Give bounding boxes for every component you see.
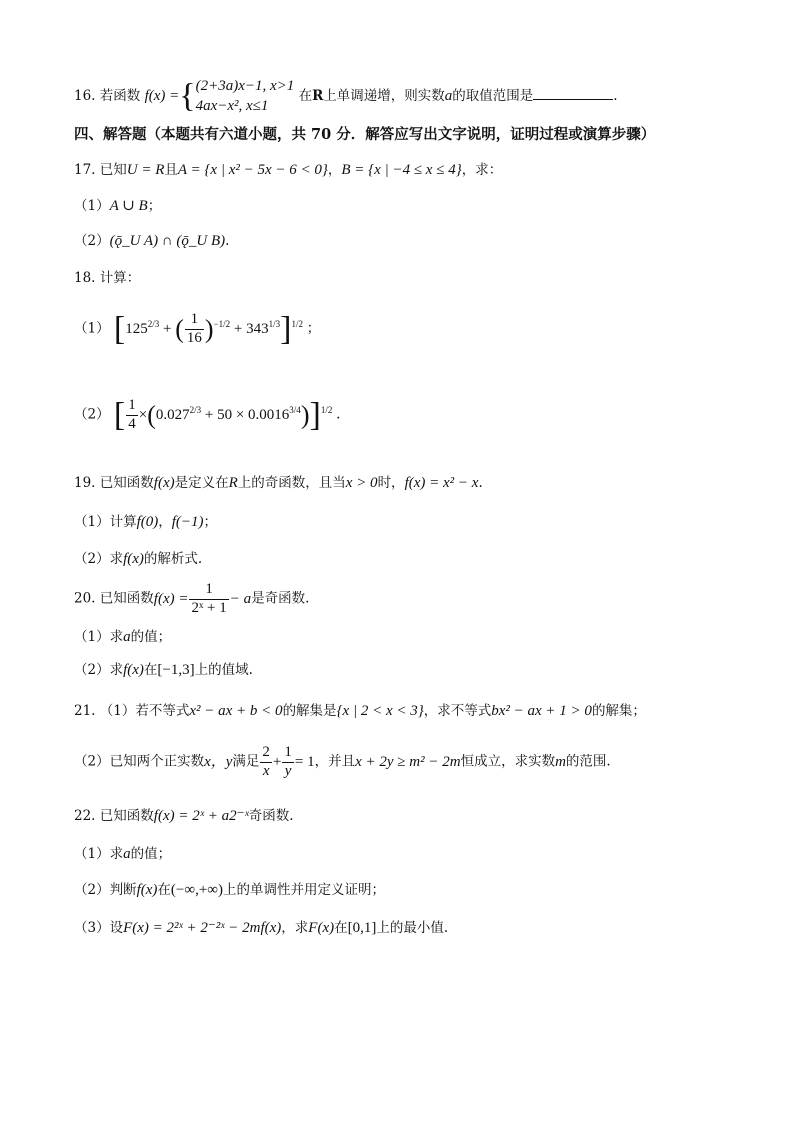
question-18: 18. 计算： [74, 270, 141, 286]
question-20-part-2: （2）求f(x)在[−1,3]上的值域. [74, 662, 253, 678]
question-17: 17. 已知U = R且A = {x | x² − 5x − 6 < 0}，B = {x | −4 ≤ x ≤ 4}，求： [74, 162, 503, 178]
question-17-part-1: （1）A ∪ B； [74, 198, 162, 214]
question-19: 19. 已知函数f(x)是定义在R上的奇函数，且当x > 0时，f(x) = x² − x. [74, 475, 483, 491]
question-22-part-2: （2）判断f(x)在(−∞,+∞)上的单调性并用定义证明； [74, 882, 385, 898]
answer-blank[interactable] [533, 87, 613, 100]
question-20-part-1: （1）求a的值； [74, 629, 172, 645]
expression-1: [$125^{2/3}$ + ( $\frac{1}{16}$ )$^{-1/2} + 343^{1/3}]^{1/2}$ [113, 310, 303, 348]
question-16: 16. 若函数 f(x) ={ (2+3a)x−1, x>1 4ax−x², x≤1 在R上单调递增，则实数a的取值范围是 . [74, 76, 618, 117]
fraction: $\frac{1}{\text{2ˣ + 1}}$ [191, 581, 227, 616]
question-19-part-1: （1）计算f(0)，f(−1)； [74, 514, 218, 530]
question-18-part-2: （2） [ $\frac{1}{4}$ $\times(0.027^{2/3} + 50 \times 0.0016^{3/4})]^{1/2}$ . [74, 396, 341, 434]
question-number: 16. [74, 87, 96, 104]
function-name: f(x) = [144, 87, 180, 104]
question-22: 22. 已知函数f(x) = 2ˣ + a2⁻ˣ奇函数. [74, 808, 294, 824]
question-22-part-1: （1）求a的值； [74, 846, 172, 862]
left-brace: { [179, 77, 196, 115]
question-18-part-1: （1） [$125^{2/3}$ + ( $\frac{1}{16}$ )$^{-1/2} + 343^{1/3}]^{1/2}$ ； [74, 310, 321, 348]
expression-2: [ $\frac{1}{4}$ $\times(0.027^{2/3} + 50 \times 0.0016^{3/4})]^{1/2}$ [113, 396, 333, 434]
question-21-part-2: （2）已知两个正实数x，y满足 $\frac{2}{x}$ + $\frac{1}{y}$ = 1，并且x + 2y ≥ m² − 2m恒成立，求实数m的范围. [74, 744, 611, 779]
piecewise-cases: (2+3a)x−1, x>1 4ax−x², x≤1 [195, 78, 295, 115]
question-19-part-2: （2）求f(x)的解析式. [74, 551, 203, 567]
question-21-part-1: 21. （1）若不等式x² − ax + b < 0的解集是{x | 2 < x < 3}，求不等式bx² − ax + 1 > 0的解集； [74, 703, 646, 719]
question-17-part-2: （2）(ǭ_U A) ∩ (ǭ_U B). [74, 233, 230, 249]
question-20: 20. 已知函数f(x) = $\frac{1}{\text{2ˣ + 1}}$ − a是奇函数. [74, 581, 310, 616]
question-22-part-3: （3）设F(x) = 2²ˣ + 2⁻²ˣ − 2mf(x)，求F(x)在[0,1]上的最小值. [74, 920, 449, 936]
section-title: 四、解答题（本题共有六道小题，共 70 分．解答应写出文字说明，证明过程或演算步骤） [74, 126, 656, 143]
